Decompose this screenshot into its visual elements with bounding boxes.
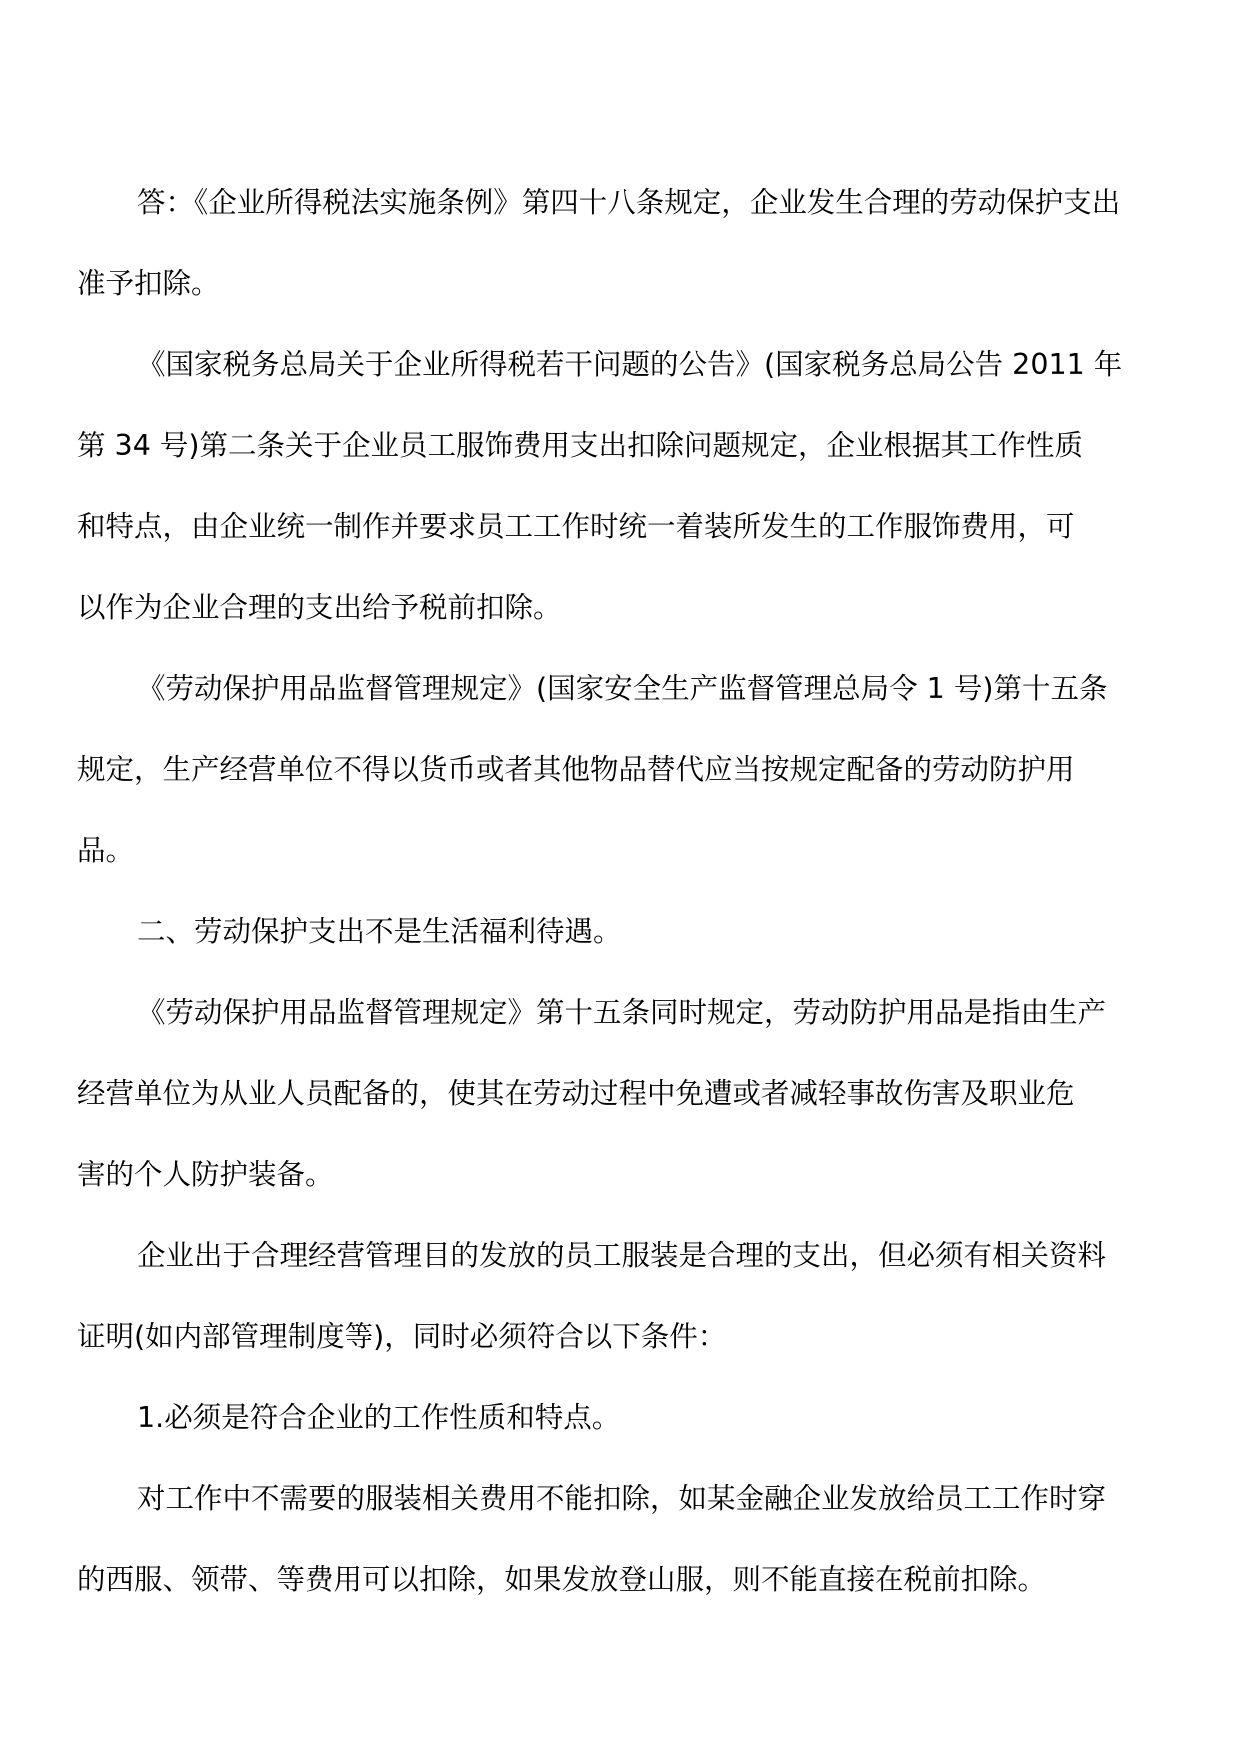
paragraph-announcement: [77, 324, 1137, 648]
text-line: 《劳动保护用品监督管理规定》第十五条同时规定，劳动防护用品是指由生产: [137, 996, 1107, 1029]
text-line: 经营单位为从业人员配备的，使其在劳动过程中免遭或者减轻事故伤害及职业危: [77, 1077, 1075, 1110]
text-line: 证明(如内部管理制度等)，同时必须符合以下条件：: [77, 1320, 727, 1353]
text-line: 准予扣除。: [77, 267, 220, 300]
text-line: 害的个人防护装备。: [77, 1158, 334, 1191]
text-line: 和特点，由企业统一制作并要求员工工作时统一着装所发生的工作服饰费用，可: [77, 510, 1075, 543]
text-line: 《国家税务总局关于企业所得税若干问题的公告》(国家税务总局公告 2011 年: [137, 348, 1123, 381]
paragraph-answer: [77, 162, 1137, 324]
condition-item-1: [107, 1377, 1137, 1458]
paragraph-regulation: [77, 648, 1137, 891]
text-line: 《劳动保护用品监督管理规定》(国家安全生产监督管理总局令 1 号)第十五条: [137, 672, 1108, 705]
section-heading-two: [107, 891, 1137, 972]
text-line: 第 34 号)第二条关于企业员工服饰费用支出扣除问题规定，企业根据其工作性质: [77, 429, 1084, 462]
text-line: 企业出于合理经营管理目的发放的员工服装是合理的支出，但必须有相关资料: [137, 1239, 1107, 1272]
paragraph-conditions-intro: [77, 1215, 1137, 1377]
text-line: 1.必须是符合企业的工作性质和特点。: [137, 1401, 621, 1434]
text-line: 对工作中不需要的服装相关费用不能扣除，如某金融企业发放给员工工作时穿: [137, 1482, 1107, 1515]
text-line: 以作为企业合理的支出给予税前扣除。: [77, 591, 562, 624]
paragraph-definition: [77, 972, 1137, 1215]
text-line: 规定，生产经营单位不得以货币或者其他物品替代应当按规定配备的劳动防护用: [77, 753, 1075, 786]
text-line: 品。: [77, 834, 135, 867]
text-line: 的西服、领带、等费用可以扣除，如果发放登山服，则不能直接在税前扣除。: [77, 1563, 1047, 1596]
paragraph-example: [77, 1458, 1137, 1620]
text-line: 答：《企业所得税法实施条例》第四十八条规定，企业发生合理的劳动保护支出: [137, 186, 1121, 219]
document-body: [77, 162, 1137, 1620]
text-line: 二、劳动保护支出不是生活福利待遇。: [137, 915, 622, 948]
